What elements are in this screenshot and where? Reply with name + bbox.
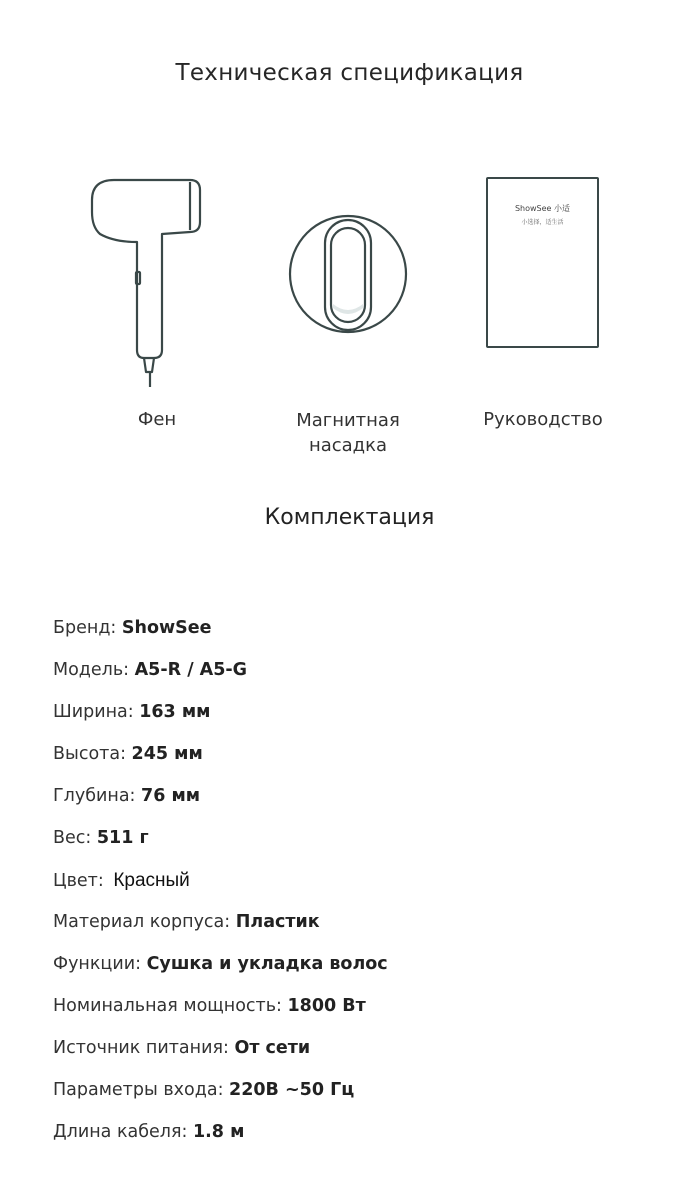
page-title: Техническая спецификация [175,60,524,86]
spec-value: 163 мм [139,702,211,722]
spec-label: Функции: [53,954,147,974]
magnetic-nozzle-caption-line2: насадка [308,435,388,456]
spec-label: Бренд: [53,618,122,638]
spec-row-cable-length [53,1122,673,1164]
spec-value: 245 мм [131,744,203,764]
spec-label: Материал корпуса: [53,912,236,932]
manual-cover-brand: ShowSee 小适 [514,204,571,213]
spec-label: Высота: [53,744,132,764]
spec-value: Сушка и укладка волос [146,954,388,974]
spec-row-width [53,702,673,744]
spec-row-brand [53,618,673,660]
spec-row-material [53,912,673,954]
manual-cover-tagline: 小选择，适生活 [521,219,564,226]
spec-row-model [53,660,673,702]
hair-dryer-caption: Фен [137,409,177,430]
spec-label: Модель: [53,660,135,680]
spec-row-power [53,996,673,1038]
hair-dryer-item [82,172,212,392]
spec-value: ShowSee [121,618,212,638]
spec-value: Пластик [235,912,320,932]
spec-row-height [53,744,673,786]
hair-dryer-icon [82,172,212,392]
spec-label: Глубина: [53,786,142,806]
spec-value: От сети [234,1038,311,1058]
spec-value: Красный [113,870,190,891]
spec-label: Длина кабеля: [53,1122,193,1142]
spec-value: 76 мм [141,786,201,806]
magnetic-nozzle-icon [286,212,410,336]
spec-row-depth [53,786,673,828]
magnetic-nozzle-caption [268,408,428,458]
spec-list [53,618,673,1164]
manual-caption: Руководство [483,409,603,430]
magnetic-nozzle-item [286,212,410,336]
spec-value: 1.8 м [192,1122,245,1142]
spec-row-weight [53,828,673,870]
spec-value: 1800 Вт [287,996,366,1016]
spec-row-power-source [53,1038,673,1080]
spec-label: Ширина: [53,702,140,722]
manual-item [486,177,599,348]
magnetic-nozzle-caption-line1: Магнитная [296,410,400,431]
spec-value: 511 г [96,828,149,848]
spec-value: A5-R / A5-G [134,660,248,680]
section-title: Комплектация [264,505,435,530]
spec-label: Источник питания: [53,1038,235,1058]
spec-label: Цвет: [53,871,110,891]
spec-row-color [53,870,673,912]
spec-row-functions [53,954,673,996]
spec-row-input [53,1080,673,1122]
spec-label: Параметры входа: [53,1080,230,1100]
spec-value: 220В ~50 Гц [229,1080,355,1100]
spec-label: Номинальная мощность: [53,996,288,1016]
spec-label: Вес: [53,828,97,848]
